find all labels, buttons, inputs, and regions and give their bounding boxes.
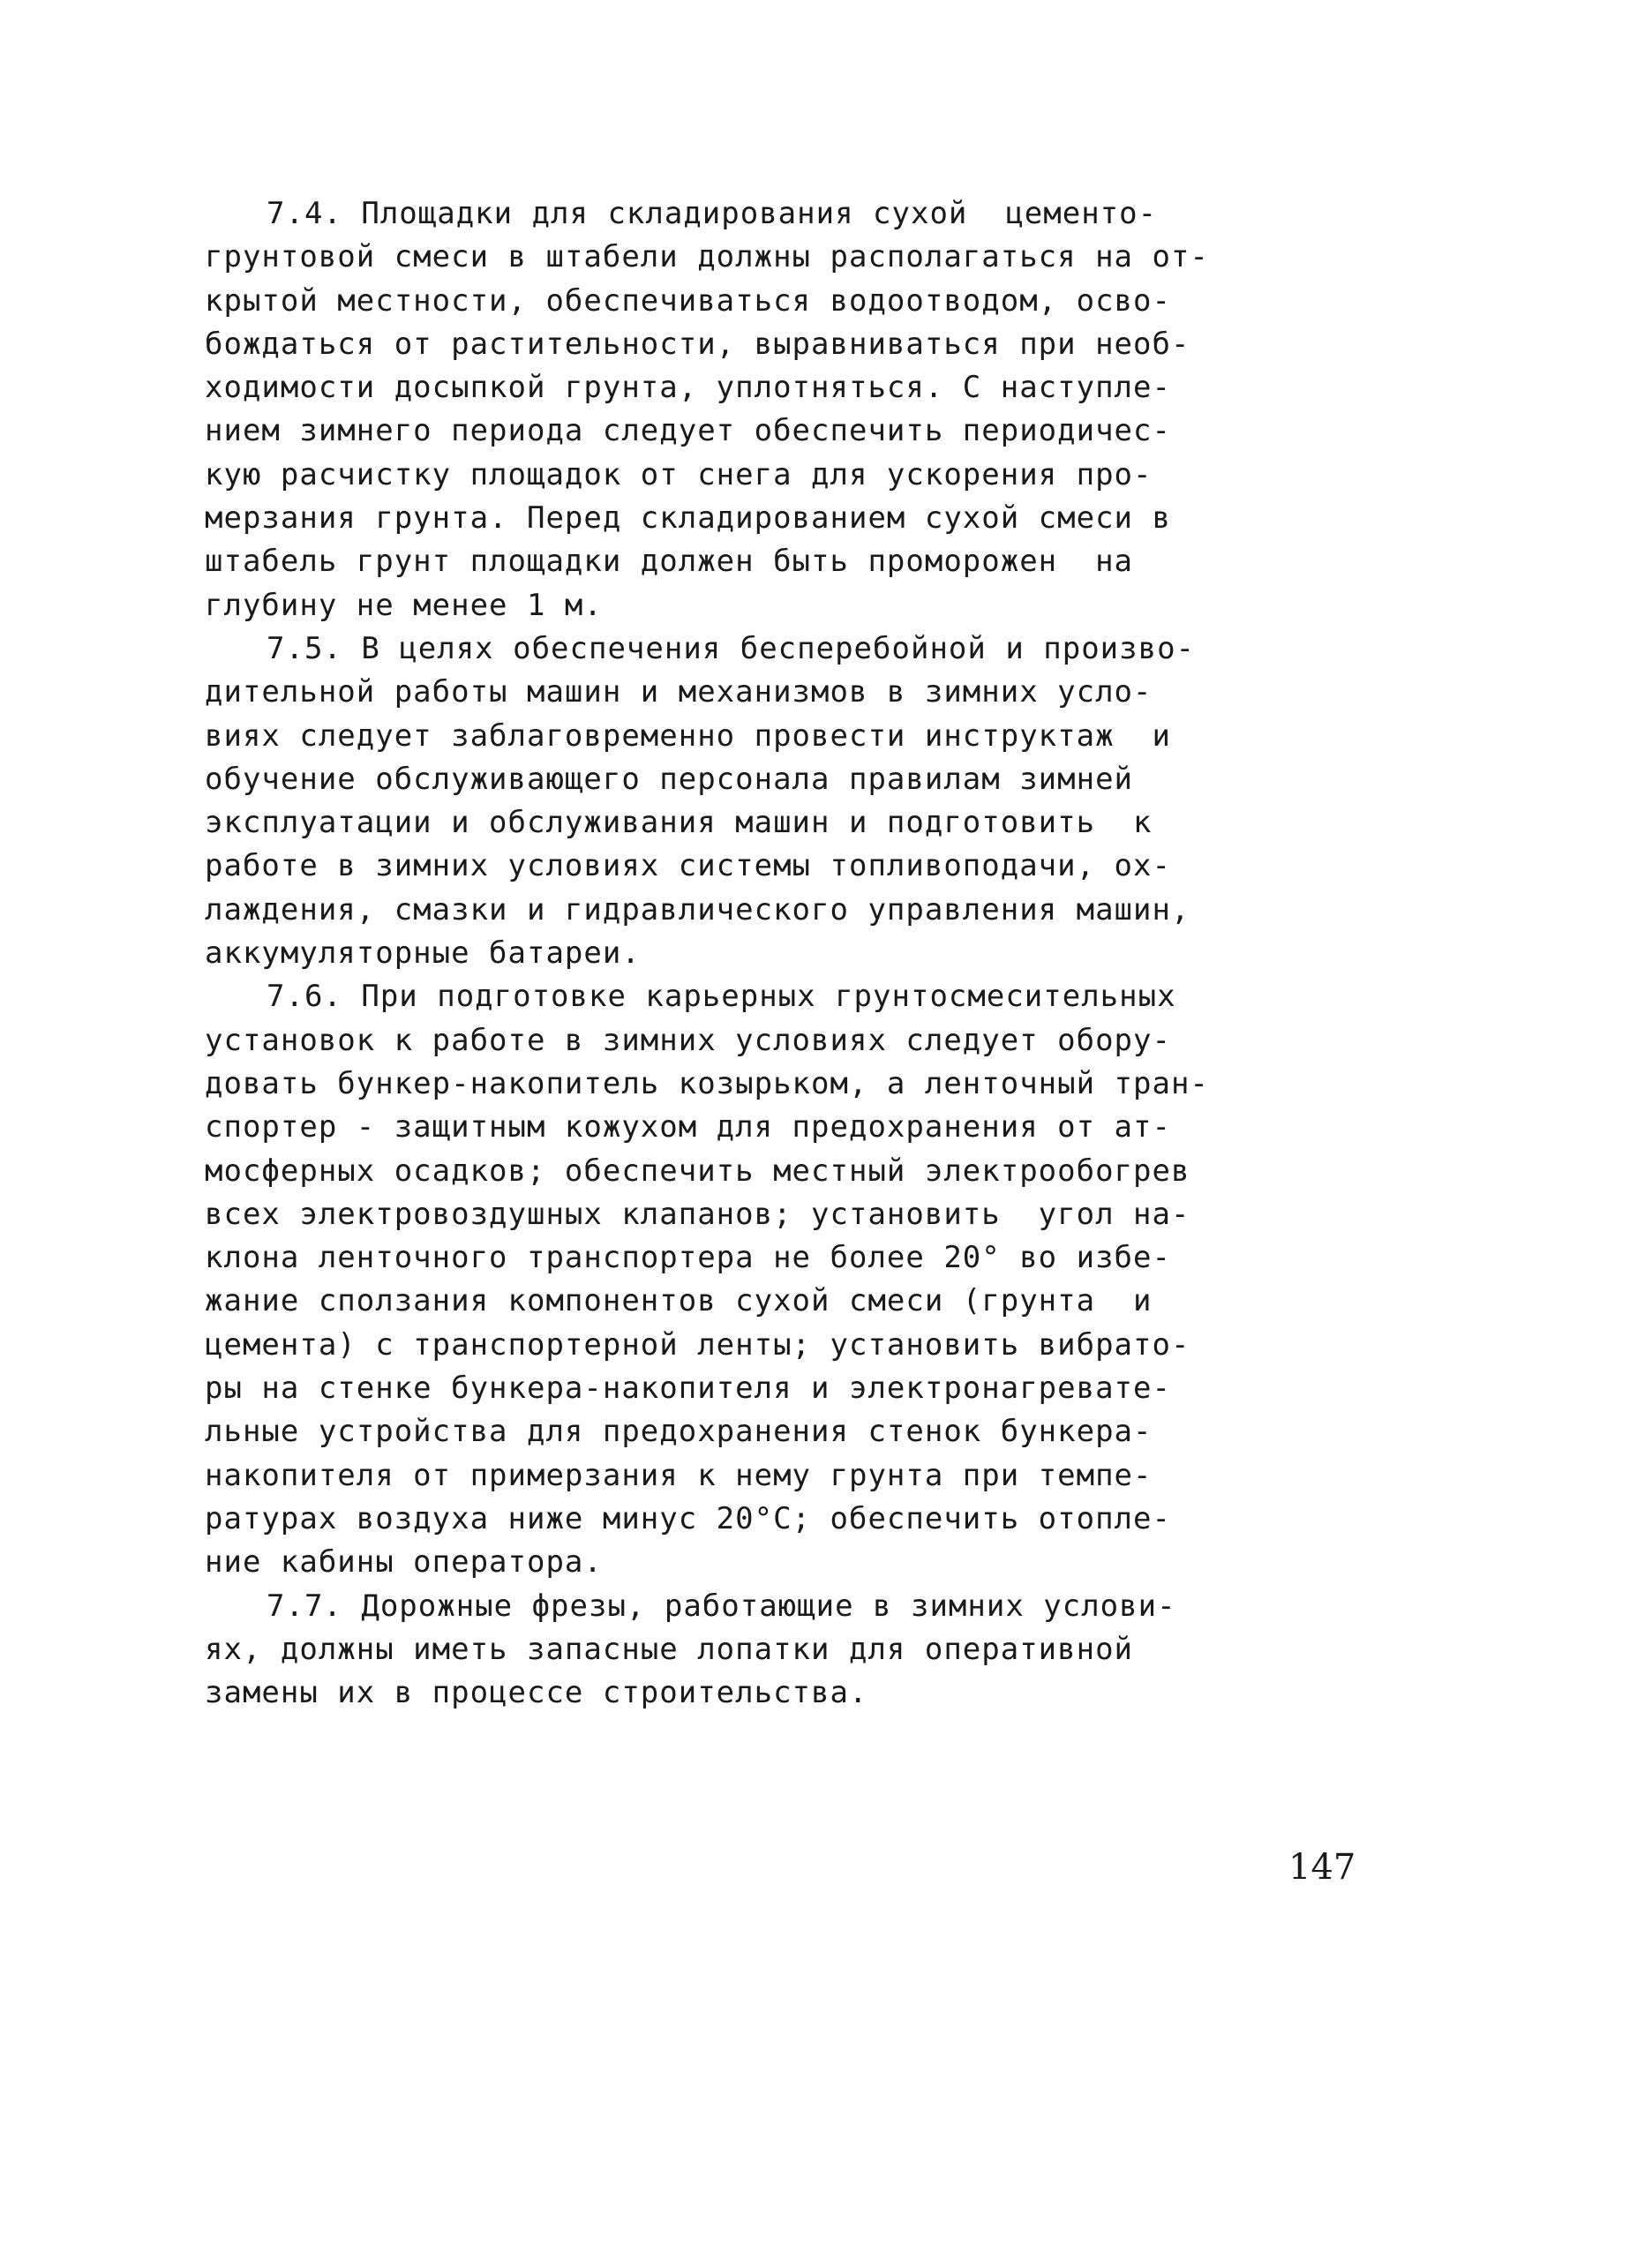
paragraph-7-7-line: 7.7. Дорожные фрезы, работающие в зимних услови- [267,1588,1176,1624]
paragraph-7-4-line: бождаться от растительности, выравниваться при необ- [205,326,1190,362]
paragraph-7-6-line: цемента) с транспортерной ленты; установить вибрато- [205,1326,1190,1363]
paragraph-7-6-line: 7.6. При подготовке карьерных грунтосмесительных [267,979,1176,1015]
paragraph-7-5-line: лаждения, смазки и гидравлического управления машин, [205,891,1190,927]
paragraph-7-5-line: эксплуатации и обслуживания машин и подготовить к [205,805,1153,841]
paragraph-7-4-line: кую расчистку площадок от снега для ускорения про- [205,456,1153,492]
paragraph-7-4-line: крытой местности, обеспечиваться водоотводом, осво- [205,282,1171,319]
paragraph-7-6-line: довать бункер-накопитель козырьком, а ленточный тран- [205,1065,1209,1101]
paragraph-7-6-line: клона ленточного транспортера не более 20° во избе- [205,1240,1171,1276]
paragraph-7-4-line: штабель грунт площадки должен быть проморожен на [205,544,1134,580]
paragraph-7-4-line: мерзания грунта. Перед складированием сухой смеси в [205,500,1171,537]
paragraph-7-5-line: аккумуляторные батареи. [205,935,641,972]
paragraph-7-6-line: всех электровоздушных клапанов; установить угол на- [205,1196,1190,1232]
paragraph-7-7-line: ях, должны иметь запасные лопатки для оперативной [205,1631,1134,1667]
paragraph-7-6-line: накопителя от примерзания к нему грунта при темпе- [205,1457,1153,1493]
paragraph-7-5-line: виях следует заблаговременно провести инструктаж и [205,717,1171,754]
paragraph-7-6-line: ратурах воздуха ниже минус 20°С; обеспечить отопле- [205,1500,1171,1536]
paragraph-7-4-line: нием зимнего периода следует обеспечить периодичес- [205,413,1171,449]
paragraph-7-7-line: замены их в процессе строительства. [205,1675,868,1711]
paragraph-7-6-line: ры на стенке бункера-накопителя и электронагревате- [205,1371,1171,1407]
paragraph-7-4-line: грунтовой смеси в штабели должны располагаться на от- [205,239,1209,275]
paragraph-7-6-line: спортер - защитным кожухом для предохранения от ат- [205,1109,1171,1145]
paragraph-7-6-line: установок к работе в зимних условиях следует обору- [205,1022,1171,1058]
paragraph-7-5-line: 7.5. В целях обеспечения бесперебойной и произво- [267,630,1196,666]
paragraph-7-4-line: 7.4. Площадки для складирования сухой цементо- [267,196,1158,231]
paragraph-7-6-line: льные устройства для предохранения стенок бункера- [205,1414,1153,1450]
paragraph-7-5-line: дительной работы машин и механизмов в зимних усло- [205,674,1153,710]
paragraph-7-6-line: ние кабины оператора. [205,1544,603,1581]
paragraph-7-6-line: жание сползания компонентов сухой смеси (грунта и [205,1283,1153,1319]
paragraph-7-5-line: работе в зимних условиях системы топливоподачи, ох- [205,848,1171,884]
body-text [205,192,1352,1715]
page-number: 147 [1288,1847,1356,1888]
paragraph-7-6-line: мосферных осадков; обеспечить местный электрообогрев [205,1153,1190,1189]
paragraph-7-4-line: ходимости досыпкой грунта, уплотняться. С наступле- [205,370,1171,406]
paragraph-7-5-line: обучение обслуживающего персонала правилам зимней [205,761,1134,797]
paragraph-7-4-line: глубину не менее 1 м. [205,587,603,623]
